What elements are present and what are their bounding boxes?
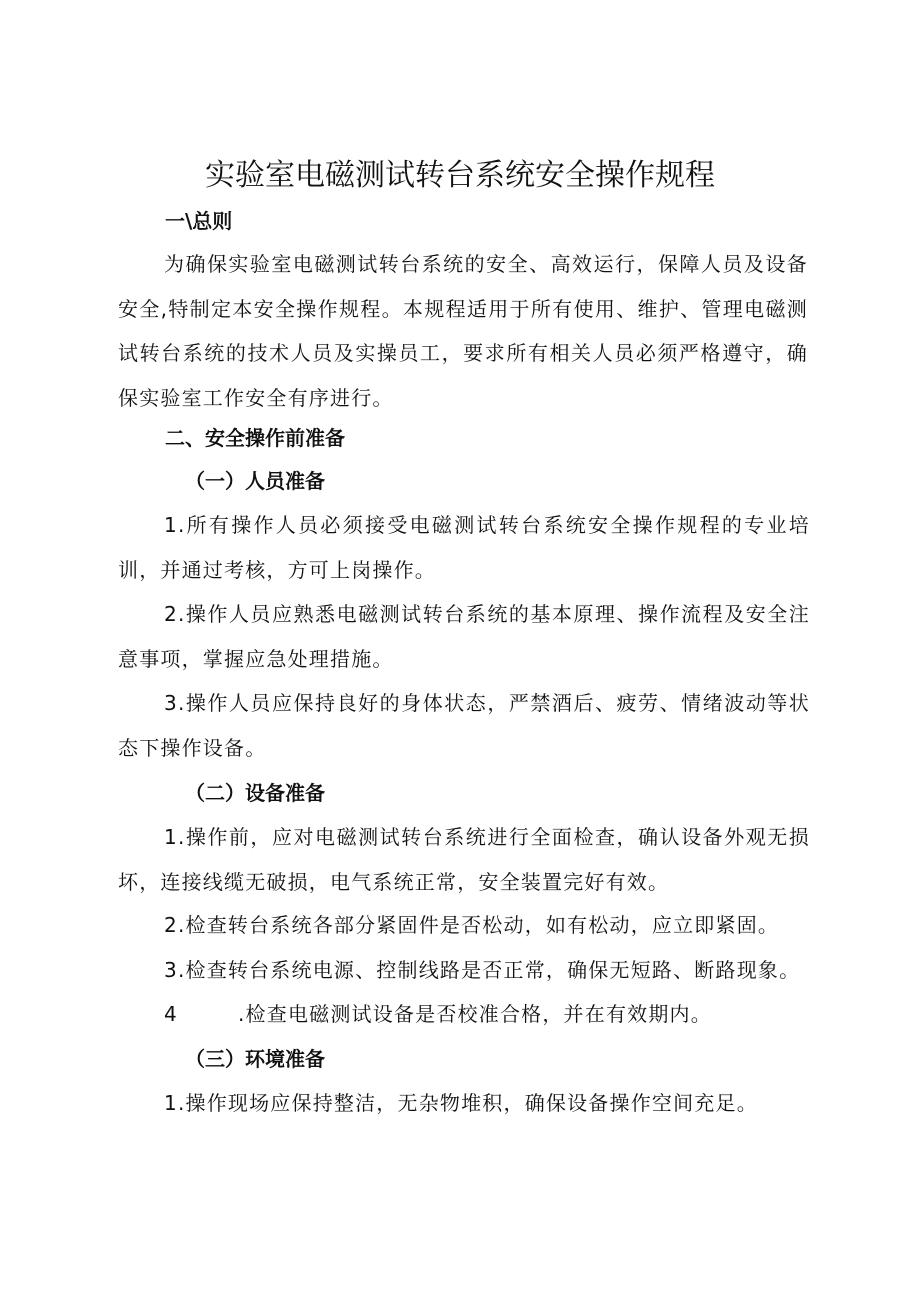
item-text: .操作人员应熟悉电磁测试转台系统的基本原理、操作流程及安全注意事项，掌握应急处理措施。 xyxy=(118,602,810,671)
item-number: 4 xyxy=(164,1002,178,1026)
item-text: .检查电磁测试设备是否校准合格，并在有效期内。 xyxy=(238,1002,712,1026)
item-number: 3 xyxy=(164,958,178,982)
subsection-heading-personnel: （一）人员准备 xyxy=(185,469,325,493)
equipment-item-3 xyxy=(118,948,810,993)
equipment-item-2 xyxy=(118,903,810,948)
subsection-heading-environment: （三）环境准备 xyxy=(185,1047,325,1071)
personnel-item-3 xyxy=(118,681,810,770)
item-text: .操作现场应保持整洁，无杂物堆积，确保设备操作空间充足。 xyxy=(177,1091,758,1115)
equipment-item-4 xyxy=(118,992,810,1037)
item-number: 1 xyxy=(164,513,178,537)
item-number: 2 xyxy=(164,913,178,937)
section-heading-general: 一\总则 xyxy=(165,209,233,233)
subsection-heading-equipment: （二）设备准备 xyxy=(185,781,325,805)
item-text: .操作前，应对电磁测试转台系统进行全面检查，确认设备外观无损坏，连接线缆无破损，电气系统正常，安全装置完好有效。 xyxy=(118,825,810,894)
item-number: 1 xyxy=(164,1091,178,1115)
item-number: 2 xyxy=(164,602,178,626)
section-heading-preparation: 二、安全操作前准备 xyxy=(165,426,345,450)
personnel-item-2 xyxy=(118,592,810,681)
item-text: .检查转台系统电源、控制线路是否正常，确保无短路、断路现象。 xyxy=(177,958,801,982)
general-paragraph: 为确保实验室电磁测试转台系统的安全、高效运行，保障人员及设备安全,特制定本安全操作规程。本规程适用于所有使用、维护、管理电磁测试转台系统的技术人员及实操员工，要求所有相关人员必须严格遵守，确保实验室工作安全有序进行。 xyxy=(118,252,808,410)
document-title: 实验室电磁测试转台系统安全操作规程 xyxy=(205,158,715,193)
personnel-item-1 xyxy=(118,503,810,592)
equipment-item-1 xyxy=(118,815,810,904)
item-number: 1 xyxy=(164,825,178,849)
item-number: 3 xyxy=(164,691,178,715)
item-text: .检查转台系统各部分紧固件是否松动，如有松动，应立即紧固。 xyxy=(177,913,780,937)
environment-item-1 xyxy=(118,1081,810,1126)
item-text: .操作人员应保持良好的身体状态，严禁酒后、疲劳、情绪波动等状态下操作设备。 xyxy=(118,691,810,760)
item-text: .所有操作人员必须接受电磁测试转台系统安全操作规程的专业培训，并通过考核，方可上岗操作。 xyxy=(118,513,810,582)
